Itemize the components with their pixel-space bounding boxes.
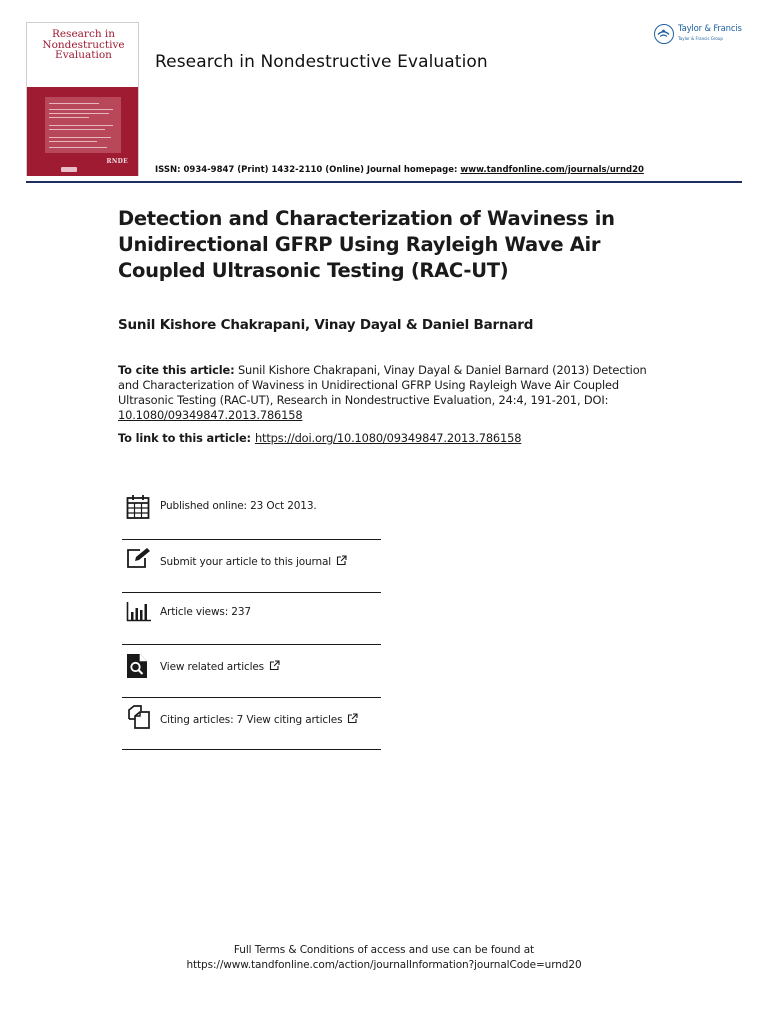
terms-footer-link[interactable]: https://www.tandfonline.com/action/journalInformation?journalCode=urnd20 (186, 959, 582, 971)
citing-articles-link[interactable] (160, 713, 358, 727)
article-views-text: Article views: 237 (160, 606, 251, 618)
submit-article-link[interactable] (160, 555, 347, 569)
citation-block (118, 363, 648, 423)
published-online-item (122, 492, 381, 532)
citation-text: Sunil Kishore Chakrapani, Vinay Dayal & Daniel Barnard (2013) Detection and Characterization of Waviness in Unidirectional GFRP Using Rayleigh Wave Air Coupled Ultrasonic Testing (RAC-UT), Research in Nondestructive Evaluation, 24:4, 191-201, DOI: (118, 363, 647, 407)
calendar-icon (126, 494, 152, 520)
publisher-emblem-icon (654, 24, 674, 44)
cover-title-line: Evaluation (55, 49, 112, 61)
cover-title-line: Research in (51, 28, 116, 40)
related-articles-label: View related articles (160, 661, 264, 673)
info-divider (122, 592, 381, 593)
header-divider (26, 181, 742, 183)
publisher-group: Taylor & Francis Group (678, 36, 723, 41)
terms-footer-line: Full Terms & Conditions of access and use can be found at (233, 944, 535, 956)
cover-title (27, 29, 140, 61)
cover-red-panel (27, 87, 138, 176)
external-link-icon (269, 660, 280, 674)
cover-abbreviation: RNDE (106, 158, 128, 165)
issn-text: ISSN: 0934-9847 (Print) 1432-2110 (Online) Journal homepage: (155, 165, 461, 175)
terms-footer (0, 943, 768, 973)
submit-article-item[interactable] (122, 545, 381, 585)
publisher-logo (654, 22, 746, 46)
search-document-icon (126, 653, 152, 679)
article-authors: Sunil Kishore Chakrapani, Vinay Dayal & Daniel Barnard (118, 317, 534, 333)
journal-homepage-link[interactable]: www.tandfonline.com/journals/urnd20 (460, 165, 644, 175)
article-doi-link[interactable]: https://doi.org/10.1080/09349847.2013.786158 (254, 431, 522, 445)
info-divider (122, 644, 381, 645)
submit-article-label: Submit your article to this journal (160, 556, 332, 568)
published-online-text: Published online: 23 Oct 2013. (160, 500, 317, 512)
related-articles-link[interactable] (160, 660, 280, 674)
info-divider (122, 539, 381, 540)
journal-name: Research in Nondestructive Evaluation (155, 52, 488, 72)
external-link-icon (336, 555, 347, 569)
journal-cover-thumbnail (26, 22, 139, 176)
issn-line (155, 165, 644, 175)
publisher-name: Taylor & Francis (678, 24, 742, 34)
citation-label: To cite this article: (118, 363, 235, 377)
citing-articles-label: Citing articles: 7 View citing articles (160, 714, 343, 726)
cover-contents-block (45, 97, 121, 153)
related-articles-item[interactable] (122, 651, 381, 691)
copy-documents-icon (126, 705, 152, 731)
article-views-item (122, 598, 381, 638)
external-link-icon (347, 713, 358, 727)
article-title: Detection and Characterization of Waviness in Unidirectional GFRP Using Rayleigh Wave Air Coupled Ultrasonic Testing (RAC-UT) (118, 207, 615, 282)
article-link-line (118, 431, 521, 445)
article-link-label: To link to this article: (118, 431, 251, 445)
bar-chart-icon (126, 600, 152, 626)
cover-title-line: Nondestructive (42, 38, 125, 51)
citing-articles-item[interactable] (122, 704, 381, 744)
cover-publisher-mark (61, 167, 77, 172)
citation-doi-link[interactable]: 10.1080/09349847.2013.786158 (118, 408, 303, 422)
info-divider (122, 697, 381, 698)
info-divider (122, 749, 381, 750)
edit-icon (126, 547, 152, 573)
